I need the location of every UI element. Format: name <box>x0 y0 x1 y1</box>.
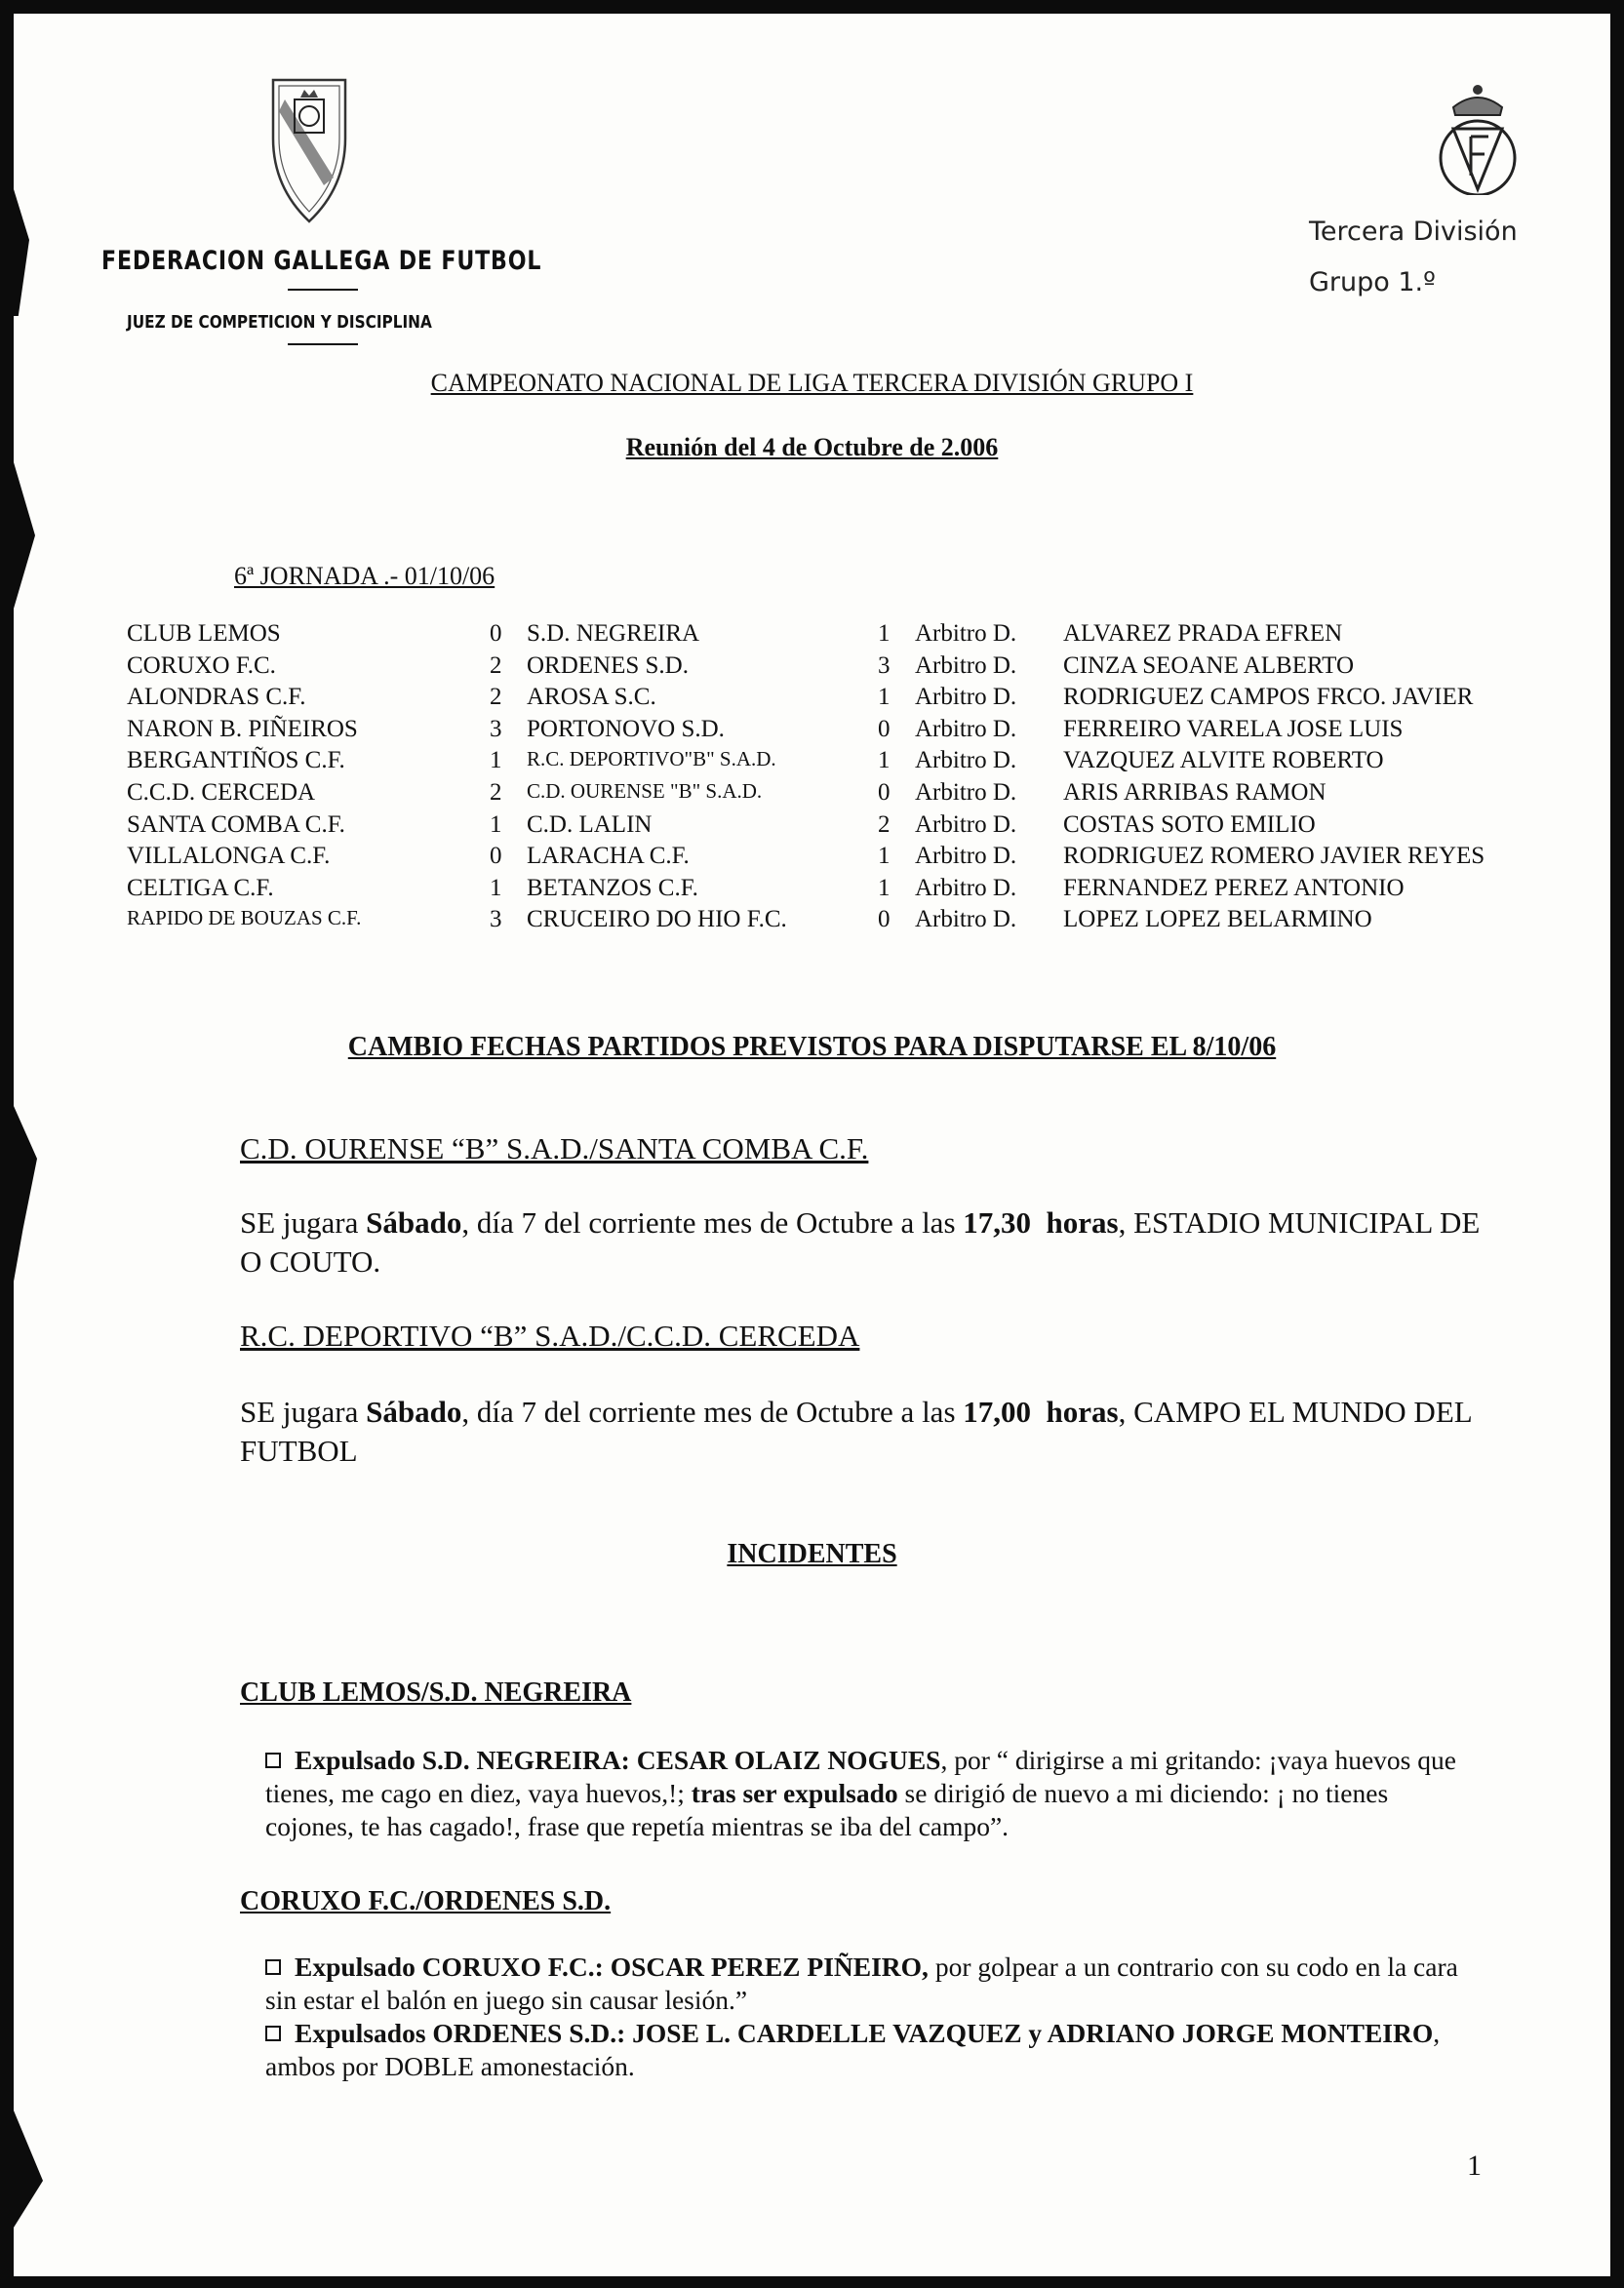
text-run: , día 7 del corriente mes de Octubre a las <box>461 1395 964 1429</box>
referee-label: Arbitro D. <box>915 620 1017 647</box>
home-score: 1 <box>490 747 502 774</box>
home-score: 0 <box>490 620 502 647</box>
text-run: se dirigió de nuevo a mi diciendo: ¡ no tienes cojones, te has cagado!, frase que repetía mientras se iba del campo”. <box>265 1778 1389 1841</box>
text-run <box>1031 1395 1047 1429</box>
home-team: SANTA COMBA C.F. <box>127 810 345 838</box>
text-run-bold: Sábado <box>366 1205 462 1240</box>
away-team: S.D. NEGREIRA <box>527 620 700 647</box>
text-run: , por “ dirigirse a mi gritando: ¡vaya huevos que tienes, me cago en diez, vaya huevos,!; <box>265 1745 1456 1808</box>
home-team: C.C.D. CERCEDA <box>127 778 316 806</box>
home-team: CORUXO F.C. <box>127 651 276 679</box>
away-team: ORDENES S.D. <box>527 651 689 679</box>
text-run-bold: Expulsado S.D. NEGREIRA: CESAR OLAIZ NOGUES <box>295 1745 941 1775</box>
home-score: 1 <box>490 874 502 901</box>
checkbox-bullet-icon <box>265 1959 281 1975</box>
match-title: R.C. DEPORTIVO “B” S.A.D./C.C.D. CERCEDA <box>240 1319 860 1353</box>
jornada-heading: 6ª JORNADA .- 01/10/06 <box>234 562 495 590</box>
away-score: 0 <box>878 778 891 806</box>
referee-label: Arbitro D. <box>915 778 1017 806</box>
away-score: 1 <box>878 620 891 647</box>
text-run: SE jugara <box>240 1395 367 1429</box>
text-run-bold: horas <box>1046 1205 1119 1240</box>
text-run: , CAMPO EL MUNDO DEL FUTBOL <box>240 1395 1472 1468</box>
referee-label: Arbitro D. <box>915 684 1017 711</box>
home-team: CLUB LEMOS <box>127 620 281 647</box>
text-run <box>1031 1205 1047 1240</box>
referee-name: ARIS ARRIBAS RAMON <box>1063 778 1327 806</box>
checkbox-bullet-icon <box>265 1753 281 1768</box>
away-score: 2 <box>878 810 891 838</box>
referee-label: Arbitro D. <box>915 715 1017 742</box>
away-score: 1 <box>878 874 891 901</box>
home-score: 0 <box>490 843 502 870</box>
schedule-change-title: CAMBIO FECHAS PARTIDOS PREVISTOS PARA DISPUTARSE EL 8/10/06 <box>347 1032 1277 1062</box>
text-run-bold: Expulsados ORDENES S.D.: JOSE L. CARDELLE VAZQUEZ y ADRIANO JORGE MONTEIRO <box>295 2018 1434 2048</box>
text-run-bold: horas <box>1046 1395 1119 1429</box>
home-team: NARON B. PIÑEIROS <box>127 715 358 742</box>
incidents-title: INCIDENTES <box>727 1539 897 1569</box>
text-run: por golpear a un contrario con su codo en la cara sin estar el balón en juego sin causar lesión.” <box>265 1952 1458 2015</box>
home-score: 3 <box>490 715 502 742</box>
text-run-bold: 17,30 <box>963 1205 1032 1240</box>
header-rule <box>288 289 358 291</box>
away-team: BETANZOS C.F. <box>527 874 698 901</box>
home-score: 1 <box>490 810 502 838</box>
home-team: VILLALONGA C.F. <box>127 843 331 870</box>
incident-match-title: CORUXO F.C./ORDENES S.D. <box>240 1886 612 1916</box>
away-score: 3 <box>878 651 891 679</box>
away-team: LARACHA C.F. <box>527 843 690 870</box>
match-schedule-text <box>240 1203 1486 1282</box>
home-score: 2 <box>490 684 502 711</box>
away-team: AROSA S.C. <box>527 684 656 711</box>
away-score: 0 <box>878 715 891 742</box>
fgf-crest-icon <box>265 70 353 226</box>
division-label: Tercera División <box>1309 217 1518 247</box>
federation-name: FEDERACION GALLEGA DE FUTBOL <box>101 246 542 276</box>
home-score: 2 <box>490 651 502 679</box>
away-team: CRUCEIRO DO HIO F.C. <box>527 906 787 933</box>
away-score: 0 <box>878 906 891 933</box>
away-score: 1 <box>878 747 891 774</box>
referee-name: RODRIGUEZ ROMERO JAVIER REYES <box>1063 843 1485 870</box>
text-run: , día 7 del corriente mes de Octubre a las <box>461 1205 964 1240</box>
text-run-bold: 17,00 <box>963 1395 1032 1429</box>
away-score: 1 <box>878 684 891 711</box>
referee-label: Arbitro D. <box>915 843 1017 870</box>
referee-label: Arbitro D. <box>915 747 1017 774</box>
referee-name: CINZA SEOANE ALBERTO <box>1063 651 1355 679</box>
match-schedule-text <box>240 1393 1486 1471</box>
away-team: C.D. LALIN <box>527 810 653 838</box>
document-title: CAMPEONATO NACIONAL DE LIGA TERCERA DIVISIÓN GRUPO I <box>430 369 1194 397</box>
home-score: 2 <box>490 778 502 806</box>
incident-item <box>265 2017 1483 2083</box>
home-team: ALONDRAS C.F. <box>127 684 306 711</box>
referee-name: COSTAS SOTO EMILIO <box>1063 810 1316 838</box>
header-rule <box>288 343 358 345</box>
referee-label: Arbitro D. <box>915 810 1017 838</box>
text-run-bold: tras ser expulsado <box>691 1778 898 1808</box>
referee-name: ALVAREZ PRADA EFREN <box>1063 620 1343 647</box>
away-score: 1 <box>878 843 891 870</box>
away-team: C.D. OURENSE "B" S.A.D. <box>527 778 763 803</box>
referee-label: Arbitro D. <box>915 651 1017 679</box>
referee-label: Arbitro D. <box>915 906 1017 933</box>
home-team: RAPIDO DE BOUZAS C.F. <box>127 906 362 930</box>
away-team: R.C. DEPORTIVO"B" S.A.D. <box>527 747 776 771</box>
text-run-bold: Sábado <box>366 1395 462 1429</box>
checkbox-bullet-icon <box>265 2026 281 2041</box>
match-title: C.D. OURENSE “B” S.A.D./SANTA COMBA C.F. <box>240 1131 869 1165</box>
referee-name: RODRIGUEZ CAMPOS FRCO. JAVIER <box>1063 684 1474 711</box>
incident-match-title: CLUB LEMOS/S.D. NEGREIRA <box>240 1677 632 1708</box>
referee-name: FERNANDEZ PEREZ ANTONIO <box>1063 874 1405 901</box>
home-team: BERGANTIÑOS C.F. <box>127 747 345 774</box>
page-number: 1 <box>1467 2150 1482 2182</box>
federation-subtitle: JUEZ DE COMPETICION Y DISCIPLINA <box>127 312 432 333</box>
referee-name: FERREIRO VARELA JOSE LUIS <box>1063 715 1404 742</box>
group-label: Grupo 1.º <box>1309 267 1436 297</box>
text-run-bold: Expulsado CORUXO F.C.: OSCAR PEREZ PIÑEIRO, <box>295 1952 929 1982</box>
rfef-crest-icon <box>1434 68 1522 195</box>
text-run: SE jugara <box>240 1205 367 1240</box>
referee-name: VAZQUEZ ALVITE ROBERTO <box>1063 747 1384 774</box>
text-run: , ESTADIO MUNICIPAL DE O COUTO. <box>240 1205 1481 1279</box>
referee-name: LOPEZ LOPEZ BELARMINO <box>1063 906 1372 933</box>
referee-label: Arbitro D. <box>915 874 1017 901</box>
meeting-date: Reunión del 4 de Octubre de 2.006 <box>625 433 999 461</box>
home-team: CELTIGA C.F. <box>127 874 274 901</box>
incident-item <box>265 1951 1483 2017</box>
text-run: , ambos por DOBLE amonestación. <box>265 2018 1441 2081</box>
incident-item <box>265 1744 1483 1843</box>
home-score: 3 <box>490 906 502 933</box>
away-team: PORTONOVO S.D. <box>527 715 725 742</box>
